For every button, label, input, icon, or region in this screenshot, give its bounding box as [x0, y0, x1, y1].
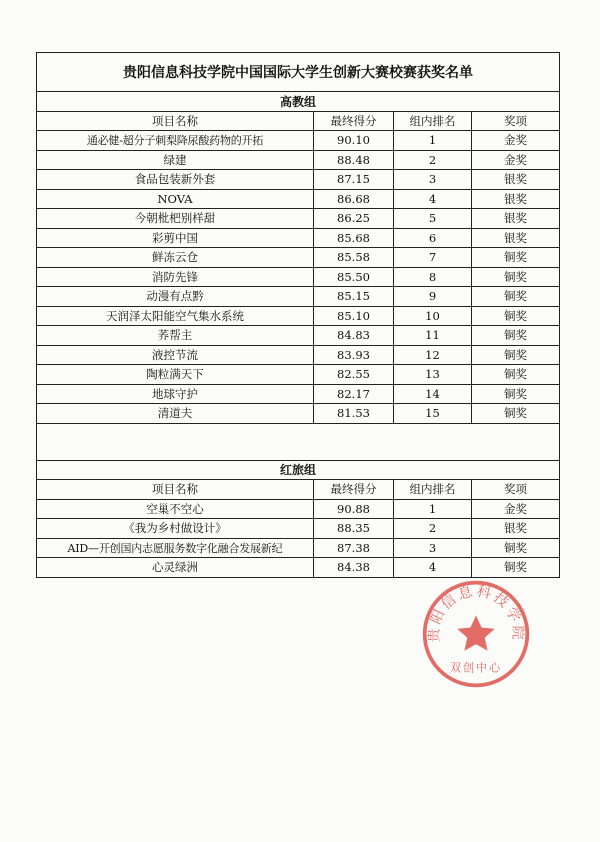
project-name-cell: 空巢不空心: [37, 499, 314, 519]
project-name-cell: 绿建: [37, 150, 314, 170]
group-rank-cell: 10: [394, 306, 472, 326]
final-score-cell: 84.38: [314, 558, 394, 578]
group-rank-cell: 4: [394, 558, 472, 578]
header-row: [37, 111, 560, 131]
table-row: [37, 150, 560, 170]
final-score-cell: 85.15: [314, 287, 394, 307]
award-cell: 银奖: [472, 228, 560, 248]
column-header-award: 奖项: [472, 480, 560, 500]
final-score-cell: 85.58: [314, 248, 394, 268]
table-row: [37, 365, 560, 385]
final-score-cell: 81.53: [314, 404, 394, 424]
final-score-cell: 85.50: [314, 267, 394, 287]
award-cell: 银奖: [472, 519, 560, 539]
column-header-group-rank: 组内排名: [394, 480, 472, 500]
column-header-final-score: 最终得分: [314, 111, 394, 131]
final-score-cell: 86.68: [314, 189, 394, 209]
table-row: [37, 345, 560, 365]
final-score-cell: 85.10: [314, 306, 394, 326]
project-name-cell: 天润泽太阳能空气集水系统: [37, 306, 314, 326]
project-name-cell: 荞帮主: [37, 326, 314, 346]
table-row: [37, 326, 560, 346]
group-rank-cell: 4: [394, 189, 472, 209]
project-name-cell: 陶粒满天下: [37, 365, 314, 385]
project-name-cell: 今朝枇杷别样甜: [37, 209, 314, 229]
final-score-cell: 85.68: [314, 228, 394, 248]
column-header-project-name: 项目名称: [37, 480, 314, 500]
table-row: [37, 306, 560, 326]
project-name-cell: 食品包装新外套: [37, 170, 314, 190]
group-title-row: [37, 92, 560, 112]
award-cell: 铜奖: [472, 345, 560, 365]
document-title: 贵阳信息科技学院中国国际大学生创新大赛校赛获奖名单: [37, 53, 560, 92]
header-row: [37, 480, 560, 500]
group-rank-cell: 1: [394, 131, 472, 151]
table-row: [37, 228, 560, 248]
project-name-cell: NOVA: [37, 189, 314, 209]
group-rank-cell: 14: [394, 384, 472, 404]
group-rank-cell: 15: [394, 404, 472, 424]
official-seal-icon: [420, 578, 532, 690]
award-cell: 铜奖: [472, 326, 560, 346]
project-name-cell: 通必健-超分子刺梨降尿酸药物的开拓: [37, 131, 314, 151]
award-cell: 铜奖: [472, 287, 560, 307]
column-header-group-rank: 组内排名: [394, 111, 472, 131]
group-title: 红旅组: [37, 460, 560, 480]
award-cell: 铜奖: [472, 558, 560, 578]
table-row: [37, 499, 560, 519]
group-rank-cell: 1: [394, 499, 472, 519]
award-cell: 铜奖: [472, 248, 560, 268]
table-row: [37, 248, 560, 268]
final-score-cell: 88.35: [314, 519, 394, 539]
group-rank-cell: 9: [394, 287, 472, 307]
group-rank-cell: 8: [394, 267, 472, 287]
table-row: [37, 170, 560, 190]
table-row: [37, 131, 560, 151]
final-score-cell: 90.10: [314, 131, 394, 151]
column-header-award: 奖项: [472, 111, 560, 131]
spacer-cell: [37, 423, 560, 460]
group-title: 高教组: [37, 92, 560, 112]
title-row: [37, 53, 560, 92]
table-row: [37, 558, 560, 578]
spacer-row: [37, 423, 560, 460]
table-row: [37, 267, 560, 287]
project-name-cell: 地球守护: [37, 384, 314, 404]
award-table: [36, 52, 560, 578]
table-row: [37, 189, 560, 209]
table-row: [37, 404, 560, 424]
award-cell: 铜奖: [472, 306, 560, 326]
svg-text:双创中心: 双创中心: [449, 661, 503, 675]
award-table-body: [37, 53, 560, 578]
project-name-cell: 心灵绿洲: [37, 558, 314, 578]
final-score-cell: 90.88: [314, 499, 394, 519]
award-list-sheet: [36, 52, 559, 578]
table-row: [37, 209, 560, 229]
svg-text:贵阳信息科技学院: 贵阳信息科技学院: [426, 583, 526, 643]
award-cell: 银奖: [472, 189, 560, 209]
group-rank-cell: 12: [394, 345, 472, 365]
project-name-cell: 消防先锋: [37, 267, 314, 287]
group-rank-cell: 3: [394, 538, 472, 558]
group-rank-cell: 13: [394, 365, 472, 385]
award-cell: 金奖: [472, 131, 560, 151]
column-header-project-name: 项目名称: [37, 111, 314, 131]
table-row: [37, 384, 560, 404]
group-title-row: [37, 460, 560, 480]
final-score-cell: 84.83: [314, 326, 394, 346]
project-name-cell: AID—开创国内志愿服务数字化融合发展新纪: [37, 538, 314, 558]
final-score-cell: 82.55: [314, 365, 394, 385]
group-rank-cell: 11: [394, 326, 472, 346]
final-score-cell: 82.17: [314, 384, 394, 404]
project-name-cell: 液控节流: [37, 345, 314, 365]
group-rank-cell: 3: [394, 170, 472, 190]
group-rank-cell: 6: [394, 228, 472, 248]
award-cell: 金奖: [472, 150, 560, 170]
project-name-cell: 鲜冻云仓: [37, 248, 314, 268]
award-cell: 银奖: [472, 209, 560, 229]
group-rank-cell: 7: [394, 248, 472, 268]
group-rank-cell: 2: [394, 150, 472, 170]
award-cell: 铜奖: [472, 538, 560, 558]
final-score-cell: 88.48: [314, 150, 394, 170]
table-row: [37, 519, 560, 539]
award-cell: 铜奖: [472, 384, 560, 404]
award-cell: 银奖: [472, 170, 560, 190]
group-rank-cell: 5: [394, 209, 472, 229]
award-cell: 铜奖: [472, 404, 560, 424]
group-rank-cell: 2: [394, 519, 472, 539]
final-score-cell: 83.93: [314, 345, 394, 365]
award-cell: 金奖: [472, 499, 560, 519]
column-header-final-score: 最终得分: [314, 480, 394, 500]
final-score-cell: 86.25: [314, 209, 394, 229]
project-name-cell: 彩剪中国: [37, 228, 314, 248]
project-name-cell: 清道夫: [37, 404, 314, 424]
award-cell: 铜奖: [472, 267, 560, 287]
final-score-cell: 87.38: [314, 538, 394, 558]
table-row: [37, 538, 560, 558]
final-score-cell: 87.15: [314, 170, 394, 190]
table-row: [37, 287, 560, 307]
award-cell: 铜奖: [472, 365, 560, 385]
project-name-cell: 《我为乡村做设计》: [37, 519, 314, 539]
project-name-cell: 动漫有点黔: [37, 287, 314, 307]
